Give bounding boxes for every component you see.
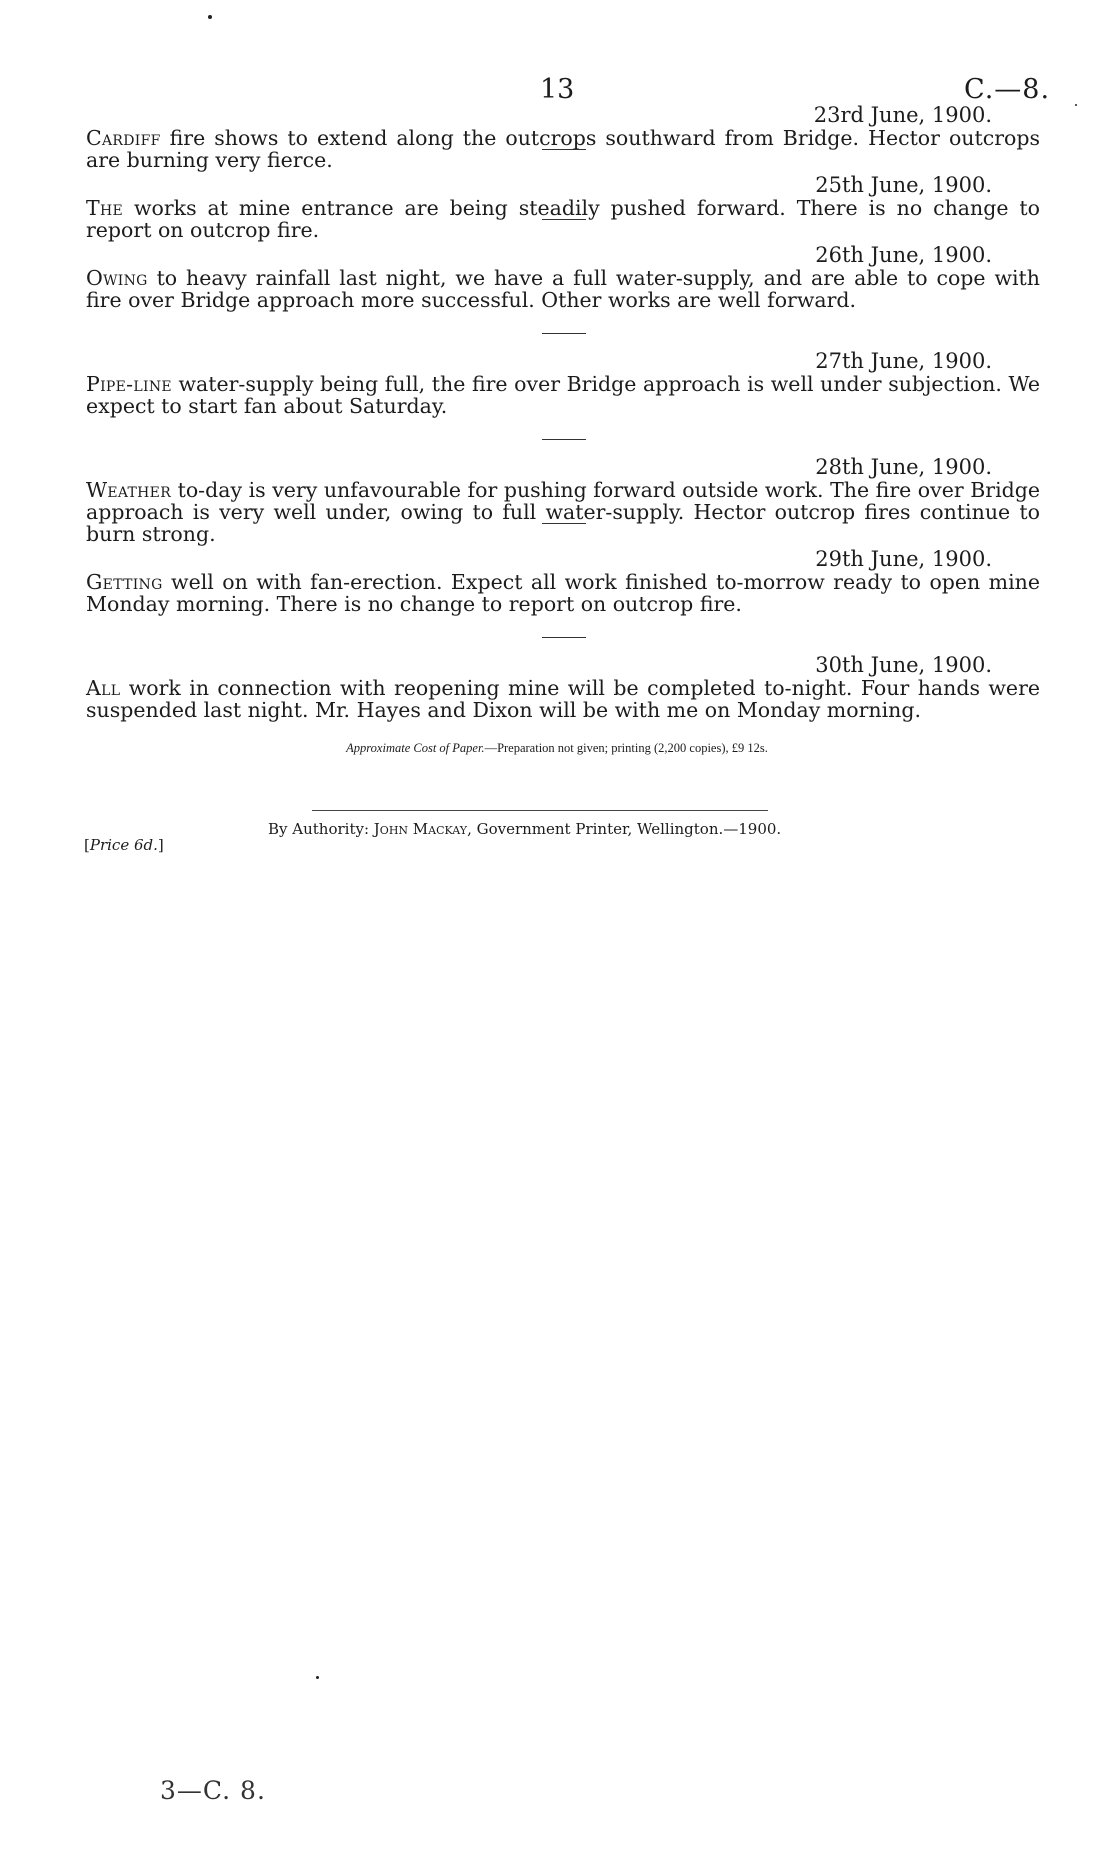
imprint-prefix: By Authority:	[268, 820, 374, 838]
printer-name: John Mackay	[373, 820, 468, 838]
entry-body: work in connection with reopening mine will be completed to-night. Four hands were suspended last night. Mr. Hayes and Dixon will be with me on Monday morning.	[86, 676, 1040, 722]
print-speck	[316, 1676, 319, 1679]
section-divider	[86, 439, 1040, 440]
diary-entry	[86, 173, 1040, 241]
diary-entry	[86, 243, 1040, 311]
entry-text	[86, 677, 1040, 721]
printer-imprint	[268, 820, 781, 838]
entry-body: to heavy rainfall last night, we have a full water-supply, and are able to cope with fire over Bridge approach more successful. Other works are well forward.	[86, 266, 1040, 312]
entry-date: 23rd June, 1900.	[813, 103, 992, 127]
price-label: Price 6d.	[89, 836, 158, 854]
imprint-divider	[312, 810, 768, 811]
price-bracket-close: ]	[157, 836, 164, 854]
entry-date: 28th June, 1900.	[815, 455, 992, 479]
diary-entry	[86, 653, 1040, 721]
diary-entries	[86, 103, 1040, 721]
diary-entry	[86, 103, 1040, 171]
entry-body: works at mine entrance are being steadily pushed forward. There is no change to report on outcrop fire.	[86, 196, 1040, 242]
entry-date: 26th June, 1900.	[815, 243, 992, 267]
entry-lead-word: Cardiff	[86, 126, 161, 150]
entry-date: 30th June, 1900.	[815, 653, 992, 677]
entry-date: 27th June, 1900.	[815, 349, 992, 373]
page-number: 13	[540, 74, 575, 105]
entry-text	[86, 479, 1040, 545]
price-bracket-open: [	[84, 836, 90, 854]
entry-lead-word: All	[86, 676, 121, 700]
entry-body: well on with fan-erection. Expect all work finished to-morrow ready to open mine Monday morning. There is no change to report on outcrop fire.	[86, 570, 1040, 616]
entry-date: 29th June, 1900.	[815, 547, 992, 571]
cost-text: —Preparation not given; printing (2,200 copies), £9 12s.	[484, 741, 768, 755]
document-reference: C.—8.	[964, 74, 1051, 105]
diary-entry	[86, 547, 1040, 615]
entry-text	[86, 373, 1040, 417]
print-speck	[1075, 104, 1077, 106]
cost-note	[0, 741, 1114, 756]
entry-lead-word: Getting	[86, 570, 163, 594]
price-note	[84, 836, 164, 854]
entry-text	[86, 571, 1040, 615]
entry-lead-word: Pipe-line	[86, 372, 172, 396]
entry-body: water-supply being full, the fire over Bridge approach is well under subjection. We expect to start fan about Saturday.	[86, 372, 1040, 418]
cost-label: Approximate Cost of Paper.	[346, 741, 485, 755]
entry-lead-word: Weather	[86, 478, 172, 502]
entry-body: to-day is very unfavourable for pushing forward outside work. The fire over Bridge approach is very well under, owing to full water-supply. Hector outcrop fires continue to burn strong.	[86, 478, 1040, 546]
diary-entry	[86, 349, 1040, 417]
section-divider	[86, 219, 1040, 220]
print-speck	[208, 15, 212, 19]
diary-entry	[86, 455, 1040, 545]
entry-date: 25th June, 1900.	[815, 173, 992, 197]
entry-body: fire shows to extend along the outcrops southward from Bridge. Hector outcrops are burning very fierce.	[86, 126, 1040, 172]
section-divider	[86, 149, 1040, 150]
imprint-suffix: , Government Printer, Wellington.—1900.	[467, 820, 782, 838]
section-divider	[86, 637, 1040, 638]
entry-text	[86, 267, 1040, 311]
section-divider	[86, 523, 1040, 524]
entry-lead-word: Owing	[86, 266, 148, 290]
entry-lead-word: The	[86, 196, 124, 220]
section-divider	[86, 333, 1040, 334]
signature-mark: 3—C. 8.	[160, 1776, 266, 1805]
